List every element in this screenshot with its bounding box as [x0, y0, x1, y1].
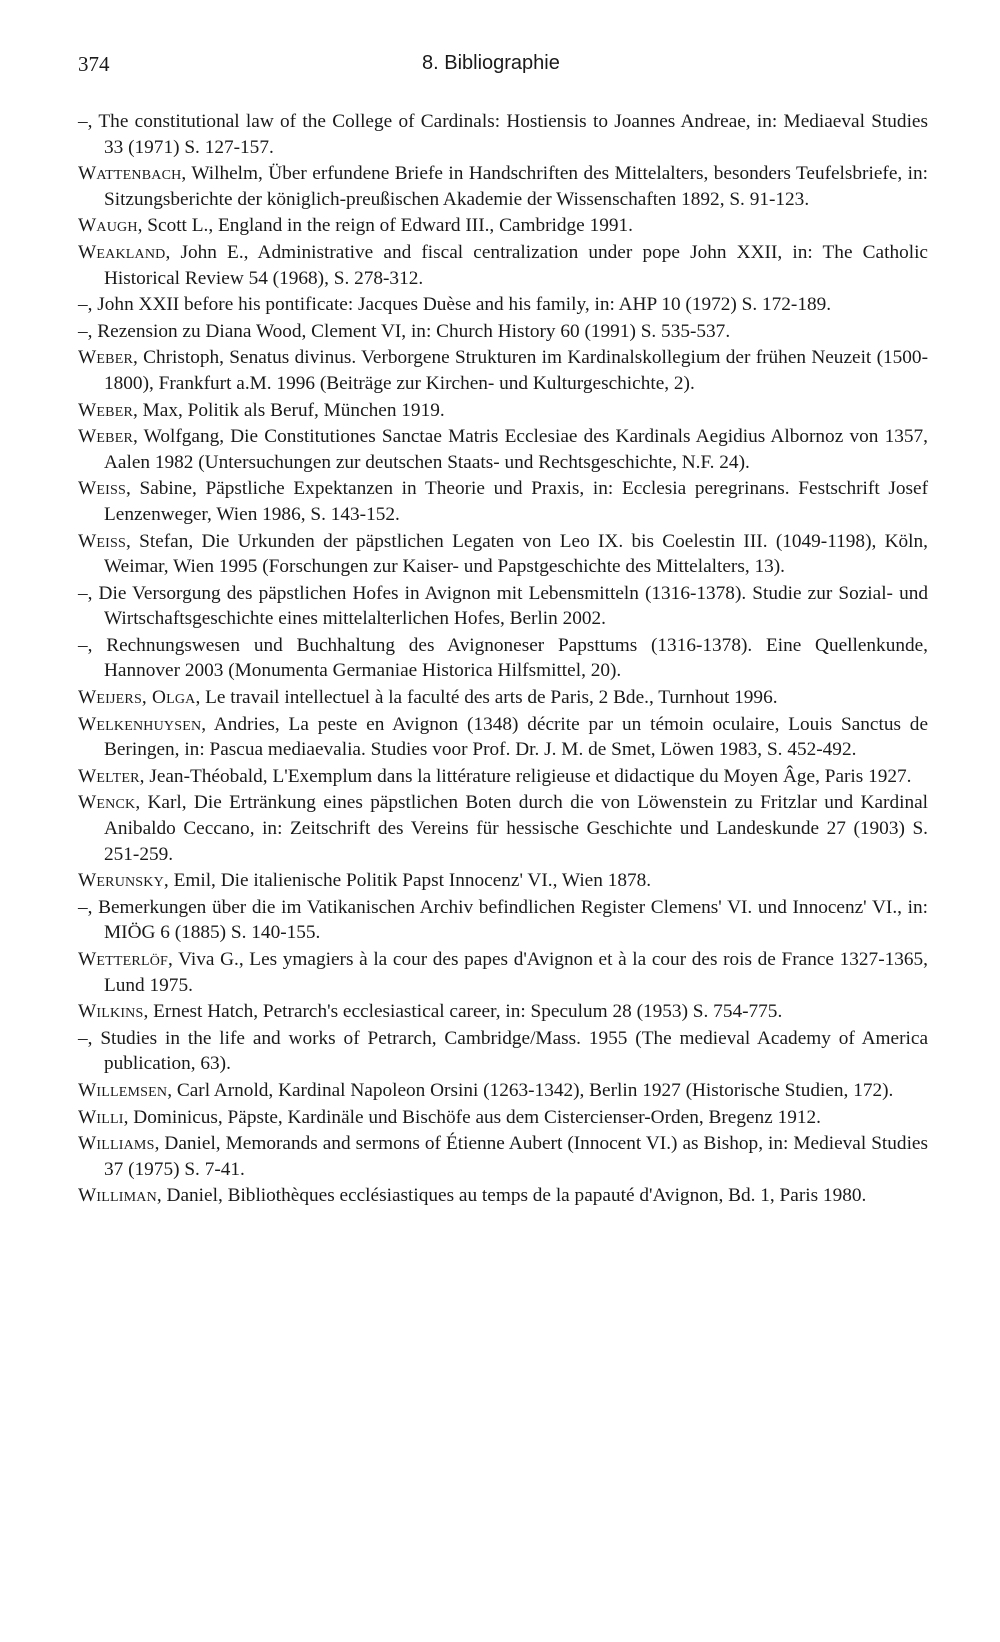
entry-author: Wenck — [78, 792, 136, 814]
entry-text: , Andries, La peste en Avignon (1348) décrite par un témoin oculaire, Louis Sanctus de Beringen, in: Pascua mediaevalia. Studies voor Prof. Dr. J. M. de Smet, Löwen 1983, S. 452-492. — [104, 713, 928, 761]
page-header — [78, 52, 928, 86]
entry-text: –, Bemerkungen über die im Vatikanischen Archiv befindlichen Register Clemens' VI. und Innocenz' VI., in: MIÖG 6 (1885) S. 140-155. — [78, 896, 928, 944]
entry-text: –, Rechnungswesen und Buchhaltung des Avignoneser Papsttums (1316-1378). Eine Quellenkunde, Hannover 2003 (Monumenta Germaniae Historica Hilfsmittel, 20). — [78, 634, 928, 682]
entry-text: , Stefan, Die Urkunden der päpstlichen Legaten von Leo IX. bis Coelestin III. (1049-1198), Köln, Weimar, Wien 1995 (Forschungen zur Kaiser- und Papstgeschichte des Mittelalters, 13). — [104, 530, 928, 578]
entry-author: Wilkins — [78, 1001, 144, 1023]
entry-text: , Karl, Die Ertränkung eines päpstlichen Boten durch die von Löwenstein zu Fritzlar und Kardinal Anibaldo Ceccano, in: Zeitschrift des Vereins für hessische Geschichte und Landeskunde 27 (1903) S. 251-259. — [104, 792, 928, 865]
entry-text: , Carl Arnold, Kardinal Napoleon Orsini (1263-1342), Berlin 1927 (Historische Studien, 172). — [167, 1079, 894, 1101]
entry-author: Wattenbach — [78, 163, 182, 185]
entry-author: Welkenhuysen — [78, 713, 202, 735]
entry-author: Wetterlöf — [78, 949, 168, 970]
bibliography-entry — [78, 1105, 928, 1131]
bibliography-entry — [78, 1131, 928, 1182]
entry-author: Weber — [78, 399, 133, 421]
bibliography-entry — [78, 685, 928, 711]
bibliography-entry — [78, 790, 928, 867]
entry-author: Werunsky — [78, 870, 164, 892]
entry-author: Weiss — [78, 478, 126, 500]
entry-text: –, Die Versorgung des päpstlichen Hofes in Avignon mit Lebensmitteln (1316-1378). Studie zur Sozial- und Wirtschaftsgeschichte eines mittelalterlichen Hofes, Berlin 2002. — [78, 582, 928, 630]
entry-author: Willi — [78, 1106, 124, 1128]
entry-text: –, The constitutional law of the College of Cardinals: Hostiensis to Joannes Andreae, in: Mediaeval Studies 33 (1971) S. 127-157. — [78, 111, 928, 158]
bibliography-entry — [78, 345, 928, 396]
bibliography-entry — [78, 895, 928, 946]
entry-text: –, Studies in the life and works of Petrarch, Cambridge/Mass. 1955 (The medieval Academy of America publication, 63). — [78, 1027, 928, 1075]
running-title: 8. Bibliographie — [422, 52, 560, 74]
entry-text: , Christoph, Senatus divinus. Verborgene Strukturen im Kardinalskollegium der frühen Neuzeit (1500-1800), Frankfurt a.M. 1996 (Beiträge zur Kirchen- und Kulturgeschichte, 2). — [104, 347, 928, 394]
entry-author: Waugh — [78, 215, 138, 237]
entry-text: , Ernest Hatch, Petrarch's ecclesiastical career, in: Speculum 28 (1953) S. 754-775. — [143, 1001, 783, 1023]
entry-text: –, Rezension zu Diana Wood, Clement VI, in: Church History 60 (1991) S. 535-537. — [78, 320, 731, 342]
entry-text: –, John XXII before his pontificate: Jacques Duèse and his family, in: AHP 10 (1972) S. 172-189. — [78, 294, 832, 316]
bibliography-entry — [78, 999, 928, 1025]
bibliography-entry — [78, 476, 928, 527]
bibliography-entry — [78, 213, 928, 239]
entry-author: Williams — [78, 1133, 155, 1155]
entry-text: , Sabine, Päpstliche Expektanzen in Theorie und Praxis, in: Ecclesia peregrinans. Festschrift Josef Lenzenweger, Wien 1986, S. 143-152. — [104, 478, 928, 525]
bibliography-entry — [78, 947, 928, 998]
entry-text: , Scott L., England in the reign of Edward III., Cambridge 1991. — [137, 215, 633, 237]
entry-text: , John E., Administrative and fiscal centralization under pope John XXII, in: The Catholic Historical Review 54 (1968), S. 278-312. — [104, 241, 928, 289]
entry-author: Weijers, Olga — [78, 687, 196, 709]
bibliography-entry — [78, 1078, 928, 1104]
bibliography-entry — [78, 292, 928, 318]
bibliography-entry — [78, 161, 928, 212]
entry-text: , Emil, Die italienische Politik Papst Innocenz' VI., Wien 1878. — [163, 870, 652, 892]
entry-author: Williman — [78, 1185, 157, 1207]
bibliography-entry — [78, 398, 928, 424]
entry-author: Welter — [78, 765, 140, 787]
entry-text: , Le travail intellectuel à la faculté des arts de Paris, 2 Bde., Turnhout 1996. — [195, 687, 778, 709]
entry-text: , Daniel, Memorands and sermons of Étienne Aubert (Innocent VI.) as Bishop, in: Medieval Studies 37 (1975) S. 7-41. — [104, 1133, 928, 1180]
bibliography-entry — [78, 529, 928, 580]
entry-text: , Max, Politik als Beruf, München 1919. — [132, 399, 445, 421]
bibliography-entry — [78, 319, 928, 345]
entry-text: , Wilhelm, Über erfundene Briefe in Handschriften des Mittelalters, besonders Teufelsbriefe, in: Sitzungsberichte der königlich-preußischen Akademie der Wissenschaften 1892, S. 91-123. — [104, 163, 928, 210]
bibliography-entry — [78, 240, 928, 291]
bibliography-entry — [78, 633, 928, 684]
bibliography-entry — [78, 581, 928, 632]
entry-author: Weber — [78, 347, 133, 369]
entry-text: , Jean-Théobald, L'Exemplum dans la littérature religieuse et didactique du Moyen Âge, Paris 1927. — [139, 765, 912, 787]
bibliography-list — [78, 109, 928, 1210]
bibliography-entry — [78, 1026, 928, 1077]
page-number: 374 — [78, 52, 110, 76]
entry-author: Willemsen — [78, 1079, 168, 1101]
entry-author: Weakland — [78, 241, 166, 263]
bibliography-entry — [78, 424, 928, 475]
entry-author: Weber — [78, 426, 133, 448]
entry-text: , Wolfgang, Die Constitutiones Sanctae Matris Ecclesiae des Kardinals Aegidius Albornoz von 1357, Aalen 1982 (Untersuchungen zur deutschen Staats- und Rechtsgeschichte, N.F. 24). — [104, 426, 928, 473]
entry-author: Weiss — [78, 530, 126, 552]
bibliography-entry — [78, 868, 928, 894]
bibliography-entry — [78, 712, 928, 763]
entry-text: , Dominicus, Päpste, Kardinäle und Bischöfe aus dem Cistercienser-Orden, Bregenz 1912. — [123, 1106, 821, 1128]
bibliography-entry — [78, 764, 928, 790]
bibliography-entry — [78, 109, 928, 160]
bibliography-entry — [78, 1183, 928, 1209]
entry-text: , Daniel, Bibliothèques ecclésiastiques au temps de la papauté d'Avignon, Bd. 1, Paris 1980. — [156, 1185, 867, 1207]
entry-text: , Viva G., Les ymagiers à la cour des papes d'Avignon et à la cour des rois de France 1327-1365, Lund 1975. — [104, 949, 928, 996]
